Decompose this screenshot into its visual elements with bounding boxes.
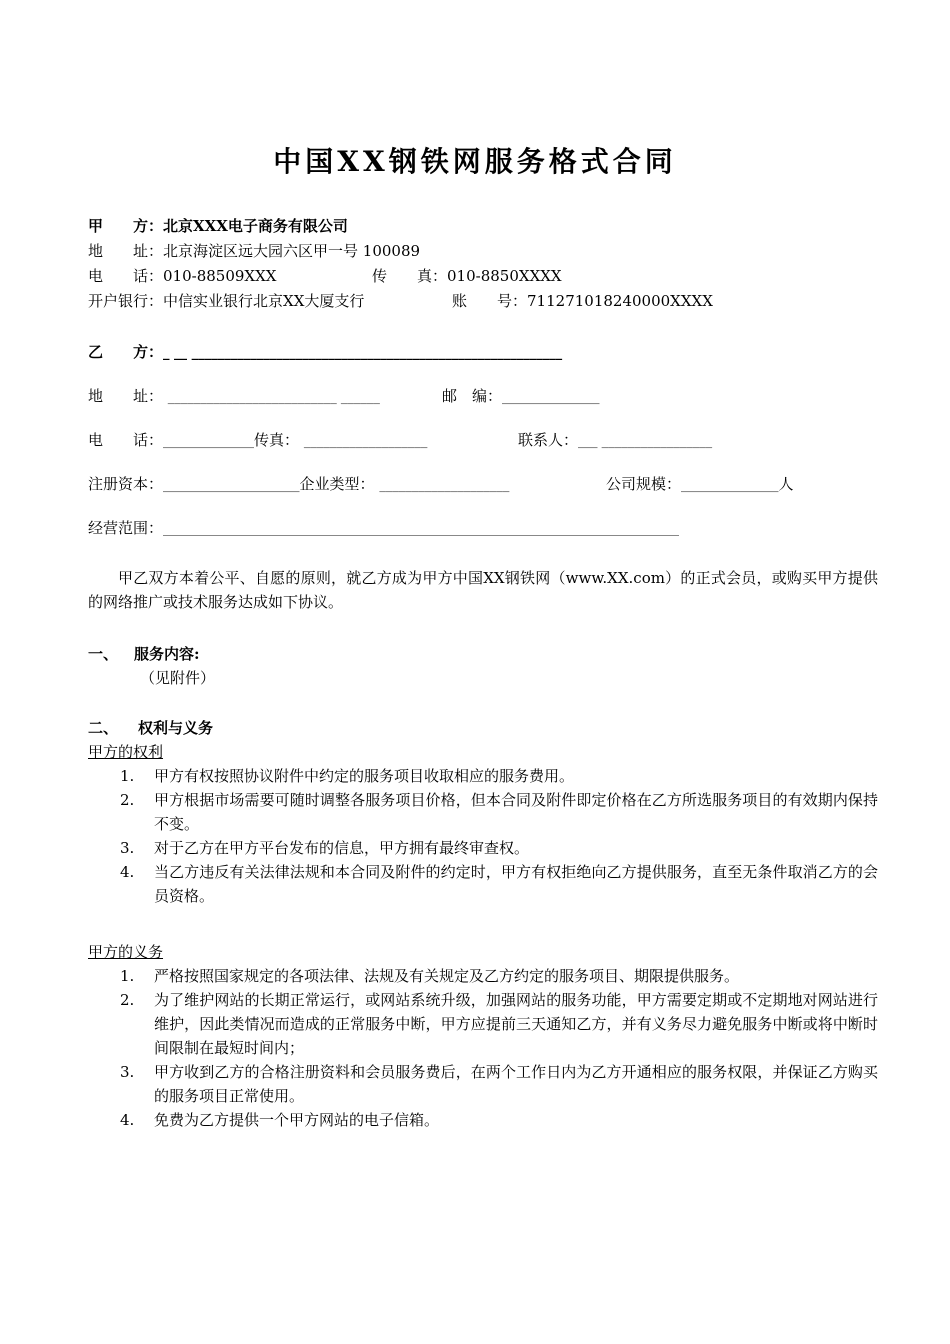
- party-a-account-line: [452, 289, 713, 313]
- party-b-name-line: [88, 340, 562, 366]
- list-item: [88, 764, 878, 788]
- party-b-contact-blank[interactable]: ___ _________________: [578, 434, 713, 449]
- party-a-phone-line: [88, 264, 276, 288]
- party-a-fax: 010-8850XXXX: [447, 267, 562, 285]
- party-a-name-label: 甲 方：: [88, 217, 164, 235]
- party-b-name-blank[interactable]: _ __ _________________________________________________________: [163, 346, 563, 361]
- party-b-postcode-label: 邮 编：: [442, 387, 503, 405]
- party-b-address-line: [88, 384, 380, 410]
- party-a-account-label: 账 号：: [452, 292, 528, 310]
- party-b-scale-line: [606, 472, 794, 498]
- party-b-address-blank[interactable]: __________________________ ______: [167, 390, 380, 405]
- section-2-heading: [88, 716, 213, 740]
- duties-title: 甲方的义务: [88, 943, 164, 961]
- party-b-person-line: [518, 428, 712, 454]
- list-item: [88, 988, 878, 1060]
- party-b-scope-blank[interactable]: ______________________________________________________________________________________: [163, 522, 680, 536]
- party-a-address: 北京海淀区远大园六区甲一号 100089: [163, 242, 421, 260]
- list-item: [88, 964, 878, 988]
- party-a-name: 北京XXX电子商务有限公司: [163, 217, 348, 235]
- list-item-text: 当乙方违反有关法律法规和本合同及附件的约定时，甲方有权拒绝向乙方提供服务，直至无条件取消乙方的会员资格。: [154, 863, 878, 905]
- party-b-scale-blank[interactable]: _______________: [681, 478, 779, 493]
- party-a-bank-line: [88, 289, 364, 313]
- list-item-number: 3.: [120, 839, 135, 857]
- list-item-text: 严格按照国家规定的各项法律、法规及有关规定及乙方约定的服务项目、期限提供服务。: [154, 967, 740, 985]
- party-b-contact-line: [88, 428, 427, 454]
- party-a-phone: 010-88509XXX: [163, 267, 277, 285]
- list-item-text: 甲方根据市场需要可随时调整各服务项目价格，但本合同及附件即定价格在乙方所选服务项目的有效期内保持不变。: [154, 791, 878, 833]
- list-item-text: 甲方收到乙方的合格注册资料和会员服务费后，在两个工作日内为乙方开通相应的服务权限，并保证乙方购买的服务项目正常使用。: [154, 1063, 878, 1105]
- list-item-number: 1.: [120, 967, 135, 985]
- party-a-fax-line: [372, 264, 562, 288]
- party-b-postcode-line: [442, 384, 600, 410]
- list-item-number: 2.: [120, 991, 135, 1009]
- section-1-note: （见附件）: [140, 669, 216, 687]
- list-item-number: 3.: [120, 1063, 135, 1081]
- party-b-type-blank[interactable]: ____________________: [379, 478, 510, 493]
- list-item-number: 4.: [120, 1111, 135, 1129]
- party-b-type-label: 企业类型：: [299, 475, 375, 493]
- list-item-text: 为了维护网站的长期正常运行，或网站系统升级，加强网站的服务功能，甲方需要定期或不定期地对网站进行维护，因此类情况而造成的正常服务中断，甲方应提前三天通知乙方，并有义务尽力避免服务中断或将中断时间限制在最短时间内；: [154, 991, 878, 1057]
- party-a-address-label: 地 址：: [88, 242, 164, 260]
- list-item-text: 免费为乙方提供一个甲方网站的电子信箱。: [154, 1111, 440, 1129]
- party-b-phone-blank[interactable]: ______________: [163, 434, 255, 449]
- party-b-capital-blank[interactable]: _____________________: [163, 478, 300, 493]
- party-b-scale-unit: 人: [778, 475, 794, 493]
- party-b-postcode-blank[interactable]: _______________: [502, 390, 600, 405]
- list-item: [88, 1108, 878, 1132]
- party-a-account: 711271018240000XXXX: [527, 292, 713, 310]
- party-b-phone-label: 电 话：: [88, 431, 164, 449]
- list-item-text: 甲方有权按照协议附件中约定的服务项目收取相应的服务费用。: [154, 767, 575, 785]
- list-item-number: 4.: [120, 863, 135, 881]
- party-b-name-label: 乙 方：: [88, 343, 164, 361]
- list-item-number: 1.: [120, 767, 135, 785]
- party-a-bank: 中信实业银行北京XX大厦支行: [163, 292, 365, 310]
- list-item: [88, 788, 878, 836]
- party-a-phone-label: 电 话：: [88, 267, 164, 285]
- document-title: 中国XX钢铁网服务格式合同: [273, 145, 677, 178]
- rights-list: [88, 764, 878, 908]
- section-2-number: 二、: [88, 719, 119, 737]
- party-b-contact-label: 联系人：: [518, 431, 579, 449]
- list-item: [88, 1060, 878, 1108]
- section-1-number: 一、: [88, 645, 119, 663]
- list-item-text: 对于乙方在甲方平台发布的信息，甲方拥有最终审查权。: [154, 839, 530, 857]
- party-b-fax-label: 传真：: [254, 431, 300, 449]
- party-a-fax-label: 传 真：: [372, 267, 448, 285]
- party-b-scope-line: [88, 516, 679, 541]
- party-b-address-label: 地 址：: [88, 387, 164, 405]
- rights-title: 甲方的权利: [88, 743, 164, 761]
- section-2-title: 权利与义务: [138, 719, 214, 737]
- party-a-bank-label: 开户银行：: [88, 292, 164, 310]
- section-1-heading: [88, 642, 200, 666]
- list-item: [88, 836, 878, 860]
- party-b-scope-label: 经营范围：: [88, 519, 164, 537]
- party-b-capital-line: [88, 472, 509, 498]
- intro-paragraph: 甲乙双方本着公平、自愿的原则，就乙方成为甲方中国XX钢铁网（www.XX.com）的正式会员，或购买甲方提供的网络推广或技术服务达成如下协议。: [88, 569, 878, 611]
- party-b-scale-label: 公司规模：: [606, 475, 682, 493]
- party-a-address-line: [88, 239, 420, 263]
- party-b-fax-blank[interactable]: ___________________: [303, 434, 428, 449]
- party-b-capital-label: 注册资本：: [88, 475, 164, 493]
- section-1-title: 服务内容:: [134, 645, 200, 663]
- list-item: [88, 860, 878, 908]
- party-a-name-line: [88, 214, 348, 238]
- duties-list: [88, 964, 878, 1132]
- list-item-number: 2.: [120, 791, 135, 809]
